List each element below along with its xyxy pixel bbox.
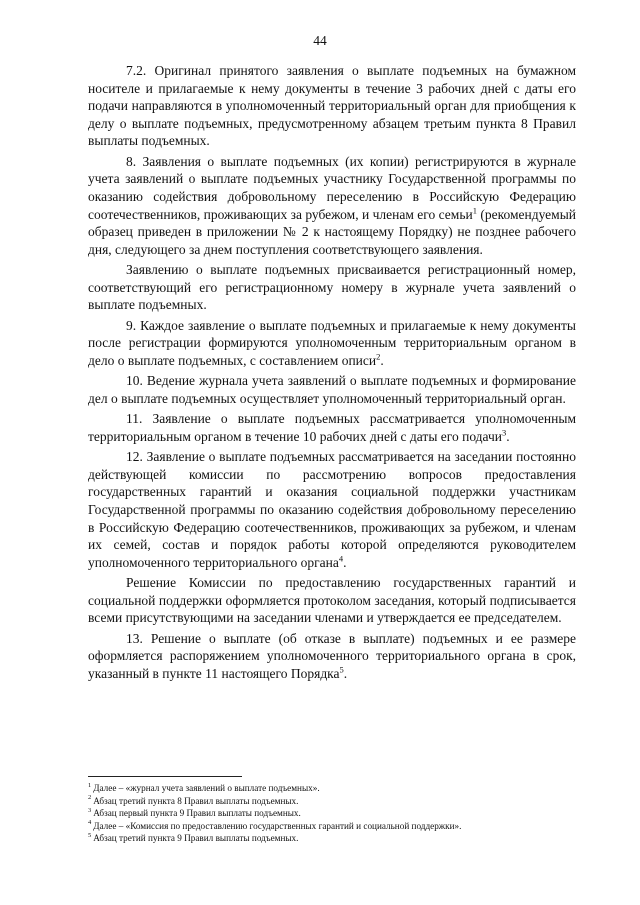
paragraph-8-registration-number: Заявлению о выплате подъемных присваивается регистрационный номер, соответствующий его регистрационному номеру в журнале учета заявлений о выплате подъемных. — [88, 262, 576, 313]
footnote-ref-4: 4 — [338, 553, 344, 564]
footnote-ref-5: 5 — [339, 664, 344, 675]
footnote-4: $^4$ Далее – «Комиссия по предоставлению государственных гарантий и социальной поддержки». — [88, 819, 462, 831]
paragraph-12: 12. Заявление о выплате подъемных рассматривается на заседании постоянно действующей комиссии по рассмотрению вопросов предоставления государственных гарантий и оказания социальной поддержки участникам Государственной программы по оказанию содействия добровольному переселению в Российскую Федерацию соотечественников, проживающих за рубежом, и членам их семей, состав и порядок работы которой определяются руководителем уполномоченного территориального органа$^4$. — [88, 449, 576, 570]
footnote-2: $^2$ Абзац третий пункта 8 Правил выплаты подъемных. — [88, 794, 299, 806]
footnote-ref-3: 3 — [502, 427, 507, 438]
document-body — [88, 62, 576, 685]
paragraph-13: 13. Решение о выплате (об отказе в выплате) подъемных и ее размере оформляется распоряжением уполномоченного территориального органа в срок, указанный в пункте 11 настоящего Порядка$^5$. — [88, 630, 576, 681]
paragraph-12-commission-decision: Решение Комиссии по предоставлению государственных гарантий и социальной поддержки оформляется протоколом заседания, который подписывается всеми присутствующими на заседании членами и утверждается ее председателем. — [88, 575, 576, 626]
page-number: 44 — [313, 33, 327, 48]
footnotes — [88, 782, 576, 845]
footnote-separator — [88, 776, 242, 777]
footnote-3: $^3$ Абзац первый пункта 9 Правил выплаты подъемных. — [88, 806, 301, 818]
paragraph-11: 11. Заявление о выплате подъемных рассматривается уполномоченным территориальным органом в течение 10 рабочих дней с даты его подачи$^3$. — [88, 411, 576, 444]
paragraph-10: 10. Ведение журнала учета заявлений о выплате подъемных и формирование дел о выплате подъемных осуществляет уполномоченный территориальный орган. — [88, 373, 576, 406]
footnote-5: $^5$ Абзац третий пункта 9 Правил выплаты подъемных. — [88, 831, 299, 843]
footnote-1: $^1$ Далее – «журнал учета заявлений о выплате подъемных». — [88, 781, 320, 793]
footnote-ref-1: 1 — [472, 205, 477, 216]
paragraph-7-2: 7.2. Оригинал принятого заявления о выплате подъемных на бумажном носителе и прилагаемые к нему документы в течение 3 рабочих дней с даты его подачи направляются в уполномоченный территориальный орган для приобщения к делу о выплате подъемных, предусмотренному абзацем третьим пункта 8 Правил выплаты подъемных. — [88, 63, 576, 149]
footnote-ref-2: 2 — [376, 351, 381, 362]
paragraph-9: 9. Каждое заявление о выплате подъемных и прилагаемые к нему документы после регистрации формируются уполномоченным территориальным органом в дело о выплате подъемных, с составлением описи$^2$. — [88, 317, 576, 368]
paragraph-8: 8. Заявления о выплате подъемных (их копии) регистрируются в журнале учета заявлений о выплате подъемных участнику Государственной программы по оказанию содействия добровольному переселению в Российскую Федерацию соотечественников, проживающих за рубежом, и членам его семьи$^1$ (рекомендуемый образец приведен в приложении № 2 к настоящему Порядку) не позднее рабочего дня, следующего за днем поступления соответствующего заявления. — [88, 153, 576, 257]
